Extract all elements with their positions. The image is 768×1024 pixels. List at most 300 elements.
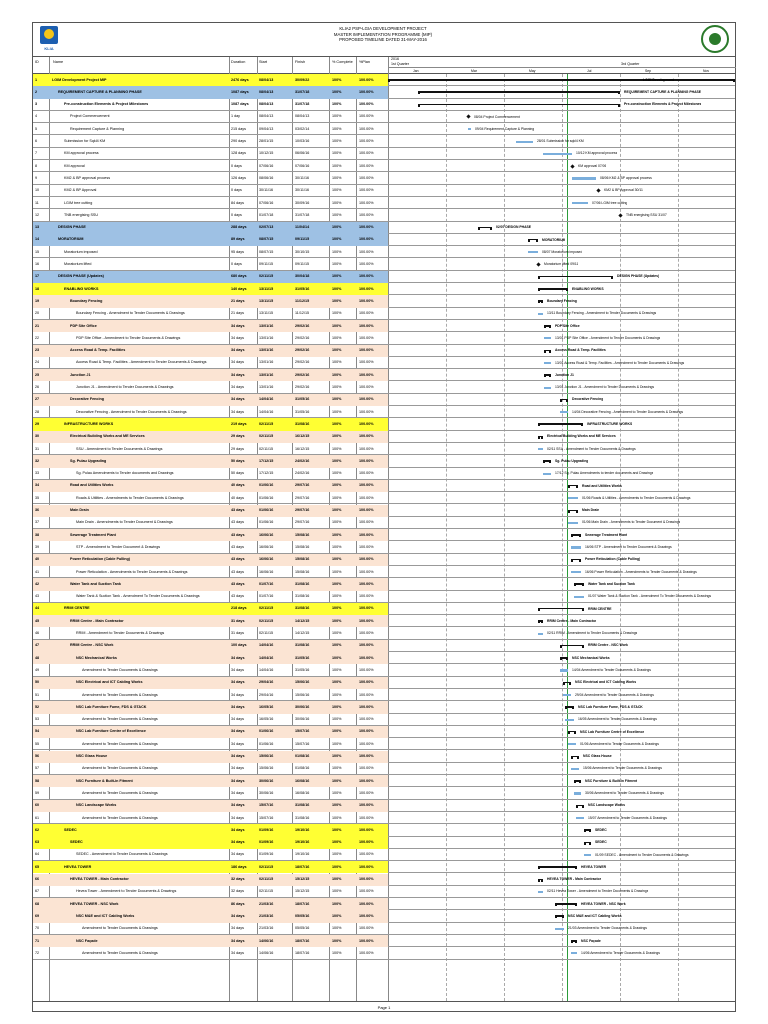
gantt-label: Electrical Building Works and ME Services xyxy=(547,434,616,439)
task-pct-complete: 100% xyxy=(332,434,342,439)
task-start: 13/01/16 xyxy=(259,360,274,365)
task-start: 16/05/16 xyxy=(259,717,274,722)
task-duration: 34 days xyxy=(231,926,244,931)
table-row[interactable] xyxy=(33,480,735,492)
table-row[interactable] xyxy=(33,382,735,394)
task-pct-complete: 100% xyxy=(332,372,342,377)
task-name: DESIGN PHASE (Updates) xyxy=(58,274,104,279)
task-finish: 29/02/16 xyxy=(295,348,310,353)
gantt-label: NSC Mechanical Works xyxy=(572,655,610,660)
col-pct-plan: %Plan xyxy=(359,60,370,64)
gantt-label: 16/05 Amendment to Tender Documents & Drawings xyxy=(578,717,657,722)
task-duration: 126 days xyxy=(231,175,246,180)
table-row[interactable] xyxy=(33,874,735,886)
table-row[interactable] xyxy=(33,172,735,184)
table-row[interactable] xyxy=(33,529,735,541)
task-name: STP - Amendment to Tender Document & Drawings xyxy=(76,544,161,549)
task-id: 10 xyxy=(35,188,40,193)
task-pct-plan: 100.00% xyxy=(359,827,374,832)
task-start: 01/06/16 xyxy=(259,508,274,513)
task-start: 28/01/15 xyxy=(259,139,274,144)
task-pct-plan: 100.00% xyxy=(359,385,374,390)
task-start: 09/04/13 xyxy=(259,126,274,131)
table-row[interactable] xyxy=(33,664,735,676)
klia-logo: KLIA xyxy=(37,26,61,54)
gantt-label: 13/11 Boundary Fencing - Amendment to Tender Documents & Drawings xyxy=(547,311,657,316)
table-row[interactable] xyxy=(33,443,735,455)
task-pct-plan: 100.00% xyxy=(359,348,374,353)
task-finish: 15/12/15 xyxy=(295,889,310,894)
task-pct-complete: 100% xyxy=(332,311,342,316)
table-row[interactable] xyxy=(33,923,735,935)
task-pct-complete: 100% xyxy=(332,889,342,894)
document-header xyxy=(33,23,735,57)
task-pct-complete: 100% xyxy=(332,495,342,500)
task-name: Boundary Fencing xyxy=(70,298,103,303)
task-duration: 34 days xyxy=(231,950,244,955)
table-row[interactable] xyxy=(33,652,735,664)
table-row[interactable] xyxy=(33,468,735,480)
table-row[interactable] xyxy=(33,234,735,246)
task-duration: 43 days xyxy=(231,544,244,549)
task-pct-plan: 100.00% xyxy=(359,889,374,894)
timescale-q2: 3rd Quarter xyxy=(621,62,640,66)
table-row[interactable] xyxy=(33,271,735,283)
task-id: 11 xyxy=(35,200,39,205)
task-pct-plan: 100.00% xyxy=(359,717,374,722)
task-pct-complete: 100% xyxy=(332,421,342,426)
task-finish: 31/08/16 xyxy=(295,581,310,586)
task-start: 14/06/16 xyxy=(259,938,274,943)
table-row[interactable] xyxy=(33,898,735,910)
task-id: 48 xyxy=(35,655,40,660)
task-start: 14/04/16 xyxy=(259,643,274,648)
task-name: Requirement Capture & Planning xyxy=(70,126,125,131)
table-row[interactable] xyxy=(33,689,735,701)
task-finish: 08/04/13 xyxy=(295,114,310,119)
page-number: Page 1 xyxy=(377,1005,391,1010)
task-start: 13/11/15 xyxy=(259,311,274,316)
table-row[interactable] xyxy=(33,99,735,111)
task-pct-complete: 100% xyxy=(332,643,342,648)
task-pct-plan: 100.00% xyxy=(359,163,374,168)
table-row[interactable] xyxy=(33,812,735,824)
gantt-label: 07/06 LGIM tree cutting xyxy=(592,200,628,205)
task-name: Amendment to Tender Documents & Drawings xyxy=(82,766,158,771)
task-pct-plan: 100.00% xyxy=(359,815,374,820)
task-start: 15/07/16 xyxy=(259,803,274,808)
task-pct-plan: 100.00% xyxy=(359,950,374,955)
task-id: 30 xyxy=(35,434,40,439)
table-row[interactable] xyxy=(33,136,735,148)
task-start: 08/06/16 xyxy=(259,175,274,180)
task-start: 29/04/16 xyxy=(259,692,274,697)
task-pct-plan: 100.00% xyxy=(359,913,374,918)
task-start: 15/07/16 xyxy=(259,815,274,820)
task-duration: 34 days xyxy=(231,790,244,795)
table-row[interactable] xyxy=(33,824,735,836)
table-row[interactable] xyxy=(33,197,735,209)
task-start: 01/06/16 xyxy=(259,495,274,500)
task-pct-complete: 100% xyxy=(332,557,342,562)
task-id: 68 xyxy=(35,901,40,906)
task-name: Access Road & Temp. Facilities - Amendment to Tender Documents & Drawings xyxy=(76,360,207,365)
task-pct-plan: 100.00% xyxy=(359,434,374,439)
task-pct-plan: 100.00% xyxy=(359,360,374,365)
task-pct-plan: 100.00% xyxy=(359,126,374,131)
task-pct-plan: 100.00% xyxy=(359,532,374,537)
table-row[interactable] xyxy=(33,357,735,369)
task-name: LGIM Development Project MIP xyxy=(52,77,107,82)
table-row[interactable] xyxy=(33,86,735,98)
task-name: NSC Lab Furniture Fume, FDS & GTACK xyxy=(76,704,147,709)
task-pct-complete: 100% xyxy=(332,827,342,832)
task-pct-complete: 100% xyxy=(332,520,342,525)
table-row[interactable] xyxy=(33,578,735,590)
gantt-label: 01/06 Amendment to Tender Documents & Drawings xyxy=(580,741,659,746)
table-row[interactable] xyxy=(33,714,735,726)
task-pct-complete: 100% xyxy=(332,249,342,254)
task-finish: 29/02/16 xyxy=(295,360,310,365)
task-duration: 34 days xyxy=(231,323,245,328)
task-finish: 16/12/15 xyxy=(295,446,310,451)
timescale-month: Nov xyxy=(703,69,710,73)
gantt-label: Water Tank and Suction Tank xyxy=(588,581,635,586)
task-finish: 15/12/15 xyxy=(295,877,310,882)
table-row[interactable] xyxy=(33,541,735,553)
table-row[interactable] xyxy=(33,517,735,529)
task-duration: 0 days xyxy=(231,163,242,168)
task-id: 7 xyxy=(35,151,38,156)
table-row[interactable] xyxy=(33,849,735,861)
task-pct-complete: 100% xyxy=(332,188,342,193)
table-row[interactable] xyxy=(33,369,735,381)
task-finish: 29/07/16 xyxy=(295,495,310,500)
gantt-label: 28/01 Submission for sqkl4 KM xyxy=(537,139,584,144)
table-row[interactable] xyxy=(33,222,735,234)
task-duration: 43 days xyxy=(231,557,245,562)
task-name: Electrical Building Works and ME Services xyxy=(70,434,145,439)
task-finish: 31/08/16 xyxy=(295,606,310,611)
col-finish: Finish xyxy=(295,60,306,64)
task-start: 13/01/16 xyxy=(259,335,274,340)
task-pct-complete: 100% xyxy=(332,89,342,94)
task-finish: 29/02/16 xyxy=(295,335,310,340)
task-start: 02/11/15 xyxy=(259,864,274,869)
task-finish: 31/08/16 xyxy=(295,421,310,426)
table-row[interactable] xyxy=(33,886,735,898)
task-pct-complete: 100% xyxy=(332,581,342,586)
task-id: 24 xyxy=(35,360,40,365)
task-start: 01/06/16 xyxy=(259,729,274,734)
table-row[interactable] xyxy=(33,837,735,849)
task-duration: 140 days xyxy=(231,286,247,291)
table-row[interactable] xyxy=(33,283,735,295)
gantt-label: 21/03 Amendment to Tender Documents & Drawings xyxy=(568,926,647,931)
task-id: 38 xyxy=(35,532,40,537)
gantt-label: 13/01 Access Road & Temp. Facilities - Amendment to Tender Documents & Drawings xyxy=(555,360,685,365)
task-finish: 15/08/16 xyxy=(295,532,310,537)
task-pct-plan: 100.00% xyxy=(359,175,374,180)
task-pct-complete: 100% xyxy=(332,680,342,685)
task-finish: 18/07/16 xyxy=(295,938,310,943)
page-footer xyxy=(33,1001,735,1011)
task-name: KM2 & BP Approval xyxy=(64,188,97,193)
task-id: 26 xyxy=(35,385,40,390)
table-row[interactable] xyxy=(33,345,735,357)
gantt-label: RRIM Centre - NSC Work xyxy=(588,643,628,648)
table-row[interactable] xyxy=(33,800,735,812)
task-name: NSC Façade xyxy=(76,938,98,943)
task-pct-plan: 100.00% xyxy=(359,311,374,316)
task-start: 01/09/16 xyxy=(259,840,274,845)
table-row[interactable] xyxy=(33,591,735,603)
table-row[interactable] xyxy=(33,111,735,123)
task-finish: 07/06/16 xyxy=(295,163,310,168)
task-id: 19 xyxy=(35,298,40,303)
table-row[interactable] xyxy=(33,406,735,418)
gantt-label: 02/11 RRIM - Amendment to Tender Documents & Drawings xyxy=(547,631,638,636)
task-finish: 19/10/16 xyxy=(295,840,310,845)
table-row[interactable] xyxy=(33,554,735,566)
task-name: DESIGN PHASE xyxy=(58,225,86,230)
task-duration: 34 days xyxy=(231,913,245,918)
gantt-label: Main Drain xyxy=(582,508,600,513)
gantt-label: INFRASTRUCTURE WORKS xyxy=(587,422,633,426)
gantt-label: HEVEA TOWER - Main Contractor xyxy=(547,877,602,882)
task-duration: 21 days xyxy=(231,311,244,316)
task-finish: 30/09/16 xyxy=(295,200,310,205)
task-name: Water Tank & Suction Tank - Amendment To Tender Documents & Drawings xyxy=(76,594,200,599)
gantt-label: KM approval 07/06 xyxy=(578,163,607,168)
task-pct-complete: 100% xyxy=(332,385,342,390)
task-duration: 34 days xyxy=(231,741,244,746)
task-pct-plan: 100.00% xyxy=(359,544,374,549)
timescale-month: Jan xyxy=(413,69,419,73)
task-duration: 89 days xyxy=(231,237,245,242)
task-duration: 34 days xyxy=(231,692,244,697)
table-row[interactable] xyxy=(33,308,735,320)
table-row[interactable] xyxy=(33,320,735,332)
task-duration: 1087 days xyxy=(231,89,249,94)
task-pct-complete: 100% xyxy=(332,298,342,303)
task-pct-complete: 100% xyxy=(332,532,342,537)
task-name: Power Reticulation (Cable Pulling) xyxy=(70,557,131,562)
table-row[interactable] xyxy=(33,431,735,443)
task-duration: 34 days xyxy=(231,385,244,390)
task-name: LGIM tree cutting xyxy=(64,200,93,205)
task-pct-plan: 100.00% xyxy=(359,520,374,525)
gantt-label: 02/11 SSU - Amendment to Tender Documents & Drawings xyxy=(547,446,636,451)
gantt-label: 09/04 Requirement Capture & Planning xyxy=(475,126,535,131)
task-start: 08/04/13 xyxy=(259,102,274,107)
table-row[interactable] xyxy=(33,751,735,763)
task-pct-complete: 100% xyxy=(332,667,342,672)
schedule-page xyxy=(32,22,736,1012)
task-pct-plan: 100.00% xyxy=(359,200,374,205)
task-pct-plan: 100.00% xyxy=(359,151,374,156)
task-name: Amendment to Tender Documents & Drawings xyxy=(82,692,158,697)
task-name: ENABLING WORKS xyxy=(64,286,99,291)
task-pct-complete: 100% xyxy=(332,840,342,845)
gantt-label: LGIM Development xyxy=(643,77,674,82)
task-id: 23 xyxy=(35,348,40,353)
gantt-label: TNB energising SSU 31/07 xyxy=(626,212,667,217)
table-row[interactable] xyxy=(33,148,735,160)
table-row[interactable] xyxy=(33,259,735,271)
task-duration: 95 days xyxy=(231,249,244,254)
table-row[interactable] xyxy=(33,935,735,947)
table-row[interactable] xyxy=(33,910,735,922)
task-finish: 15/08/16 xyxy=(295,557,310,562)
task-pct-plan: 100.00% xyxy=(359,901,374,906)
table-row[interactable] xyxy=(33,628,735,640)
task-pct-plan: 100.00% xyxy=(359,89,374,94)
table-row[interactable] xyxy=(33,787,735,799)
task-start: 07/06/16 xyxy=(259,163,274,168)
task-start: 01/07/18 xyxy=(259,212,274,217)
task-name: Sg. Pulau Amendments to Tender documents and Drawings xyxy=(76,471,174,476)
table-row[interactable] xyxy=(33,640,735,652)
table-row[interactable] xyxy=(33,332,735,344)
gantt-label: NSC Façade xyxy=(581,938,601,943)
table-row[interactable] xyxy=(33,492,735,504)
task-id: 31 xyxy=(35,446,40,451)
table-row[interactable] xyxy=(33,160,735,172)
task-name: KM approval process xyxy=(64,151,99,156)
gantt-label: ENABLING WORKS xyxy=(572,286,604,291)
task-duration: 43 days xyxy=(231,569,244,574)
task-start: 02/07/13 xyxy=(259,225,274,230)
table-row[interactable] xyxy=(33,603,735,615)
gantt-label: Sg. Pulau Upgrading xyxy=(555,458,589,463)
task-duration: 0 days xyxy=(231,262,242,267)
task-id: 16 xyxy=(35,262,40,267)
table-row[interactable] xyxy=(33,505,735,517)
table-row[interactable] xyxy=(33,701,735,713)
table-row[interactable] xyxy=(33,418,735,430)
task-finish: 05/05/16 xyxy=(295,913,310,918)
task-start: 16/05/16 xyxy=(259,704,274,709)
task-name: INFRASTRUCTURE WORKS xyxy=(64,421,114,426)
gantt-label: HEVEA TOWER - NSC Work xyxy=(581,901,626,906)
task-name: Roads & Utilities - Amendments to Tender Documents & Drawings xyxy=(76,495,184,500)
task-name: Project Commencement xyxy=(70,114,110,119)
task-start: 01/06/16 xyxy=(259,483,274,488)
task-name: RRIM CENTRE xyxy=(64,606,90,611)
task-id: 54 xyxy=(35,729,40,734)
table-row[interactable] xyxy=(33,209,735,221)
task-start: 16/06/16 xyxy=(259,544,274,549)
task-finish: 31/05/16 xyxy=(295,667,310,672)
task-duration: 2476 days xyxy=(231,77,249,82)
task-name: Amendment to Tender Documents & Drawings xyxy=(82,926,158,931)
gantt-label: 08/04 Project Commencement xyxy=(474,114,520,119)
table-row[interactable] xyxy=(33,74,735,86)
task-id: 51 xyxy=(35,692,40,697)
table-row[interactable] xyxy=(33,123,735,135)
task-id: 52 xyxy=(35,704,40,709)
task-pct-plan: 100.00% xyxy=(359,212,374,217)
table-row[interactable] xyxy=(33,455,735,467)
task-id: 57 xyxy=(35,766,40,771)
task-id: 58 xyxy=(35,778,40,783)
task-duration: 43 days xyxy=(231,532,245,537)
table-row[interactable] xyxy=(33,566,735,578)
task-finish: 16/12/15 xyxy=(295,434,310,439)
task-pct-complete: 100% xyxy=(332,102,342,107)
task-start: 21/03/16 xyxy=(259,926,274,931)
task-name: Amendment to Tender Documents & Drawings xyxy=(82,790,158,795)
task-pct-complete: 100% xyxy=(332,741,342,746)
col-id: ID xyxy=(35,60,39,64)
table-row[interactable] xyxy=(33,185,735,197)
task-start: 13/01/16 xyxy=(259,323,274,328)
gantt-label: NSC Landscape Works xyxy=(588,803,626,808)
task-start: 01/07/16 xyxy=(259,581,274,586)
task-finish: 11/12/15 xyxy=(295,298,310,303)
gantt-label: NSC M&E and ICT Cabling Works xyxy=(568,914,622,918)
task-id: 67 xyxy=(35,889,40,894)
task-pct-plan: 100.00% xyxy=(359,335,374,340)
task-start: 13/01/16 xyxy=(259,372,274,377)
task-start: 09/11/15 xyxy=(259,262,274,267)
task-pct-plan: 100.00% xyxy=(359,397,374,402)
table-row[interactable] xyxy=(33,775,735,787)
task-pct-plan: 100.00% xyxy=(359,680,374,685)
table-row[interactable] xyxy=(33,861,735,873)
table-row[interactable] xyxy=(33,615,735,627)
task-name: Pre-construction Elements & Project Milestones xyxy=(64,102,149,107)
task-id: 28 xyxy=(35,409,40,414)
table-row[interactable] xyxy=(33,295,735,307)
task-duration: 34 days xyxy=(231,360,244,365)
task-pct-plan: 100.00% xyxy=(359,692,374,697)
task-finish: 31/07/18 xyxy=(295,89,310,94)
task-pct-plan: 100.00% xyxy=(359,188,374,193)
task-pct-plan: 100.00% xyxy=(359,139,374,144)
task-id: 47 xyxy=(35,643,40,648)
task-start: 15/06/16 xyxy=(259,766,274,771)
task-duration: 186 days xyxy=(231,864,247,869)
gantt-label: REQUIREMENT CAPTURE & PLANNING PHASE xyxy=(624,89,702,94)
task-start: 01/09/16 xyxy=(259,827,274,832)
task-pct-complete: 100% xyxy=(332,225,342,230)
task-pct-plan: 100.00% xyxy=(359,557,374,562)
task-pct-complete: 100% xyxy=(332,729,342,734)
table-row[interactable] xyxy=(33,246,735,258)
gantt-label: NSC Lab Furniture Centre of Excellence xyxy=(580,729,645,734)
table-row[interactable] xyxy=(33,947,735,959)
table-row[interactable] xyxy=(33,738,735,750)
task-duration: 34 days xyxy=(231,704,245,709)
task-name: TNB energising SSU xyxy=(64,212,99,217)
task-id: 6 xyxy=(35,139,38,144)
task-pct-complete: 100% xyxy=(332,544,342,549)
task-finish: 30/11/16 xyxy=(295,175,310,180)
task-finish: 18/07/16 xyxy=(295,950,310,955)
table-row[interactable] xyxy=(33,394,735,406)
task-start: 17/12/15 xyxy=(259,458,274,463)
task-finish: 30/04/18 xyxy=(295,274,310,279)
table-row[interactable] xyxy=(33,763,735,775)
task-id: 45 xyxy=(35,618,40,623)
task-start: 29/04/16 xyxy=(259,680,274,685)
task-pct-plan: 100.00% xyxy=(359,667,374,672)
table-row[interactable] xyxy=(33,726,735,738)
table-row[interactable] xyxy=(33,677,735,689)
task-duration: 34 days xyxy=(231,840,245,845)
